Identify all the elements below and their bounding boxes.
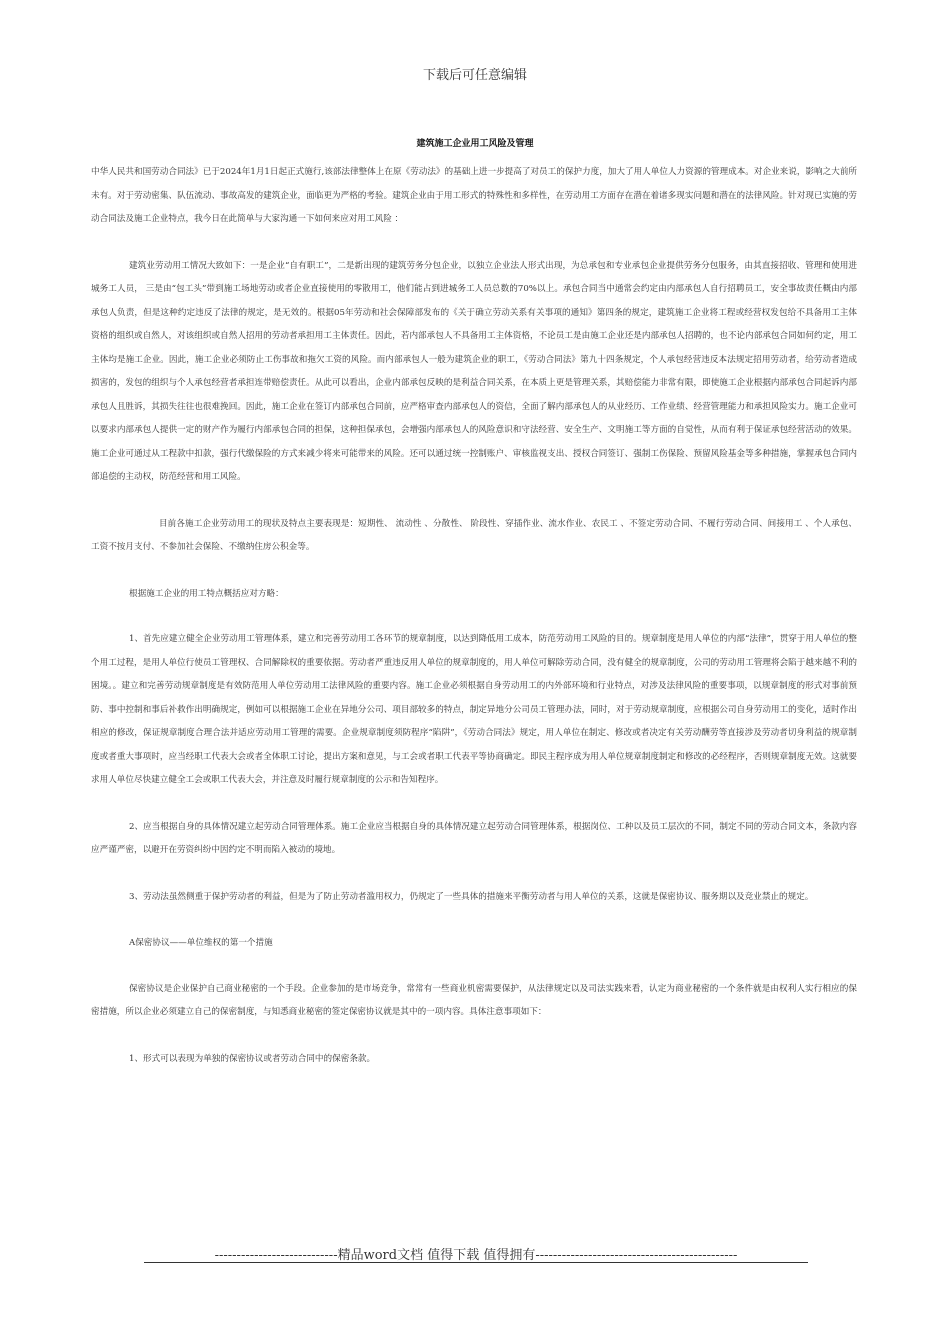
- paragraph-form-note: 1、形式可以表现为单独的保密协议或者劳动合同中的保密条款。: [129, 1053, 376, 1064]
- page-header: 下载后可任意编辑: [422, 68, 527, 83]
- paragraph-point-3: 3、劳动法虽然侧重于保护劳动者的利益，但是为了防止劳动者滥用权力，仍规定了一些具体的措施来平衡劳动者与用人单位的关系，这就是保密协议、服务期以及竞业禁止的规定。: [129, 891, 814, 902]
- paragraph-point-2: 2、应当根据自身的具体情况建立起劳动合同管理体系。施工企业应当根据自身的具体情况建立起劳动合同管理体系，根据岗位、工种以及员工层次的不同，制定不同的劳动合同文本，条款内容应严谨严密，以避开在劳资纠纷中因约定不明而陷入被动的境地。: [91, 821, 857, 855]
- document-body: [91, 161, 857, 1094]
- paragraph-employment-situation: 建筑业劳动用工情况大致如下：一是企业“自有职工”，二是新出现的建筑劳务分包企业，以独立企业法人形式出现，为总承包和专业承包企业提供劳务分包服务，由其直接招收、管理和使用进城务工人员， 三是由“包工头”带到施工场地劳动或者企业直接使用的零散用工，他们能占到进城务工人员总数的70%以上。承包合同当中通常会约定由内部承包人自行招聘员工，安全事故责任概由内部承包人负责，但是这种约定违反了法律的规定，是无效的。根据05年劳动和社会保障部发布的《关于确立劳动关系有关事项的通知》第四条的规定，建筑施工企业将工程或经营权发包给不具备用工主体资格的组织或自然人，对该组织或自然人招用的劳动者承担用工主体责任。因此，若内部承包人不具备用工主体资格，不论员工是由施工企业还是内部承包人招聘的，也不论内部承包合同如何约定，用工主体均是施工企业。因此，施工企业必须防止工伤事故和拖欠工资的风险。而内部承包人一般为建筑企业的职工，《劳动合同法》第九十四条规定，个人承包经营违反本法规定招用劳动者，给劳动者造成损害的，发包的组织与个人承包经营者承担连带赔偿责任。从此可以看出，企业内部承包反映的是利益合同关系，在本质上更是管理关系，其赔偿能力非常有限，即使施工企业根据内部承包合同起诉内部承包人且胜诉，其损失往往也很难挽回。因此，施工企业在签订内部承包合同前，应严格审查内部承包人的资信，全面了解内部承包人的从业经历、工作业绩、经营管理能力和承担风险实力。施工企业可以要求内部承包人提供一定的财产作为履行内部承包合同的担保，这种担保承包，会增强内部承包人的风险意识和守法经营、安全生产、文明施工等方面的自觉性，从而有利于保证承包经营活动的效果。施工企业可通过从工程款中扣款，强行代缴保险的方式来减少将来可能带来的风险。还可以通过统一控制账户、审核监视支出、授权合同签订、强制工伤保险、预留风险基金等多种措施，掌握承包合同内部追偿的主动权，防范经营和用工风险。: [91, 260, 857, 482]
- page-footer: ----------------------------精品word文档 值得下载 值得拥有----------------------------------------------: [214, 1248, 738, 1263]
- paragraph-subheading-a: A保密协议——单位维权的第一个措施: [129, 938, 273, 948]
- footer-divider: [144, 1262, 808, 1263]
- paragraph-strategy-heading: 根据施工企业的用工特点概括应对方略：: [129, 588, 284, 599]
- paragraph-confidentiality: 保密协议是企业保护自己商业秘密的一个手段。企业参加的是市场竞争，常常有一些商业机密需要保护，从法律规定以及司法实践来看，认定为商业秘密的一个条件就是由权利人实行相应的保密措施，所以企业必须建立自己的保密制度，与知悉商业秘密的签定保密协议就是其中的一项内容。具体注意事项如下：: [91, 983, 857, 1017]
- paragraph-current-features: 目前各施工企业劳动用工的现状及特点主要表现是：短期性、 流动性 、分散性、 阶段性、穿插作业、流水作业、农民工 、不签定劳动合同、不履行劳动合同、间接用工 、个人承包、工资不按月支付、不参加社会保险、不缴纳住房公积金等。: [91, 518, 857, 552]
- paragraph-intro: 中华人民共和国劳动合同法》已于2024年1月1日起正式施行,该部法律整体上在原《劳动法》的基础上进一步提高了对员工的保护力度，加大了用人单位人力资源的管理成本。对企业来说，影响之大前所未有。对于劳动密集、队伍流动、事故高发的建筑企业，面临更为严格的考验。建筑企业由于用工形式的特殊性和多样性，在劳动用工方面存在潜在着诸多现实问题和潜在的法律风险。针对现已实施的劳动合同法及施工企业特点，我今日在此简单与大家沟通一下如何来应对用工风险 ：: [91, 167, 858, 224]
- document-title: 建筑施工企业用工风险及管理: [416, 139, 534, 149]
- paragraph-point-1: 1、首先应建立健全企业劳动用工管理体系，建立和完善劳动用工各环节的规章制度，以达到降低用工成本，防范劳动用工风险的目的。规章制度是用人单位的内部“法律”，贯穿于用人单位的整个用工过程，是用人单位行使员工管理权、合同解除权的重要依据。劳动者严重违反用人单位的规章制度的，用人单位可解除劳动合同，没有健全的规章制度，公司的劳动用工管理将会陷于越来越不利的困境。。建立和完善劳动规章制度是有效防范用人单位劳动用工法律风险的重要内容。施工企业必须根据自身劳动用工的内外部环境和行业特点，对涉及法律风险的重要事项，以规章制度的形式对事前预防、事中控制和事后补救作出明确规定，例如可以根据施工企业在异地分公司、项目部较多的特点，制定异地分公司员工管理办法，同时，对于劳动规章制度，应根据公司自身劳动用工的变化，适时作出相应的修改，保证规章制度合理合法并适应劳动用工管理的需要。企业规章制度须防程序“陷阱”，《劳动合同法》规定，用人单位在制定、修改或者决定有关劳动酬劳等直接涉及劳动者切身利益的规章制度或者重大事项时，应当经职工代表大会或者全体职工讨论，提出方案和意见，与工会或者职工代表平等协商确定。即民主程序成为用人单位规章制度制定和修改的必经程序，否则规章制度无效。这就要求用人单位尽快建立健全工会或职工代表大会，并注意及时履行规章制度的公示和告知程序。: [91, 634, 857, 785]
